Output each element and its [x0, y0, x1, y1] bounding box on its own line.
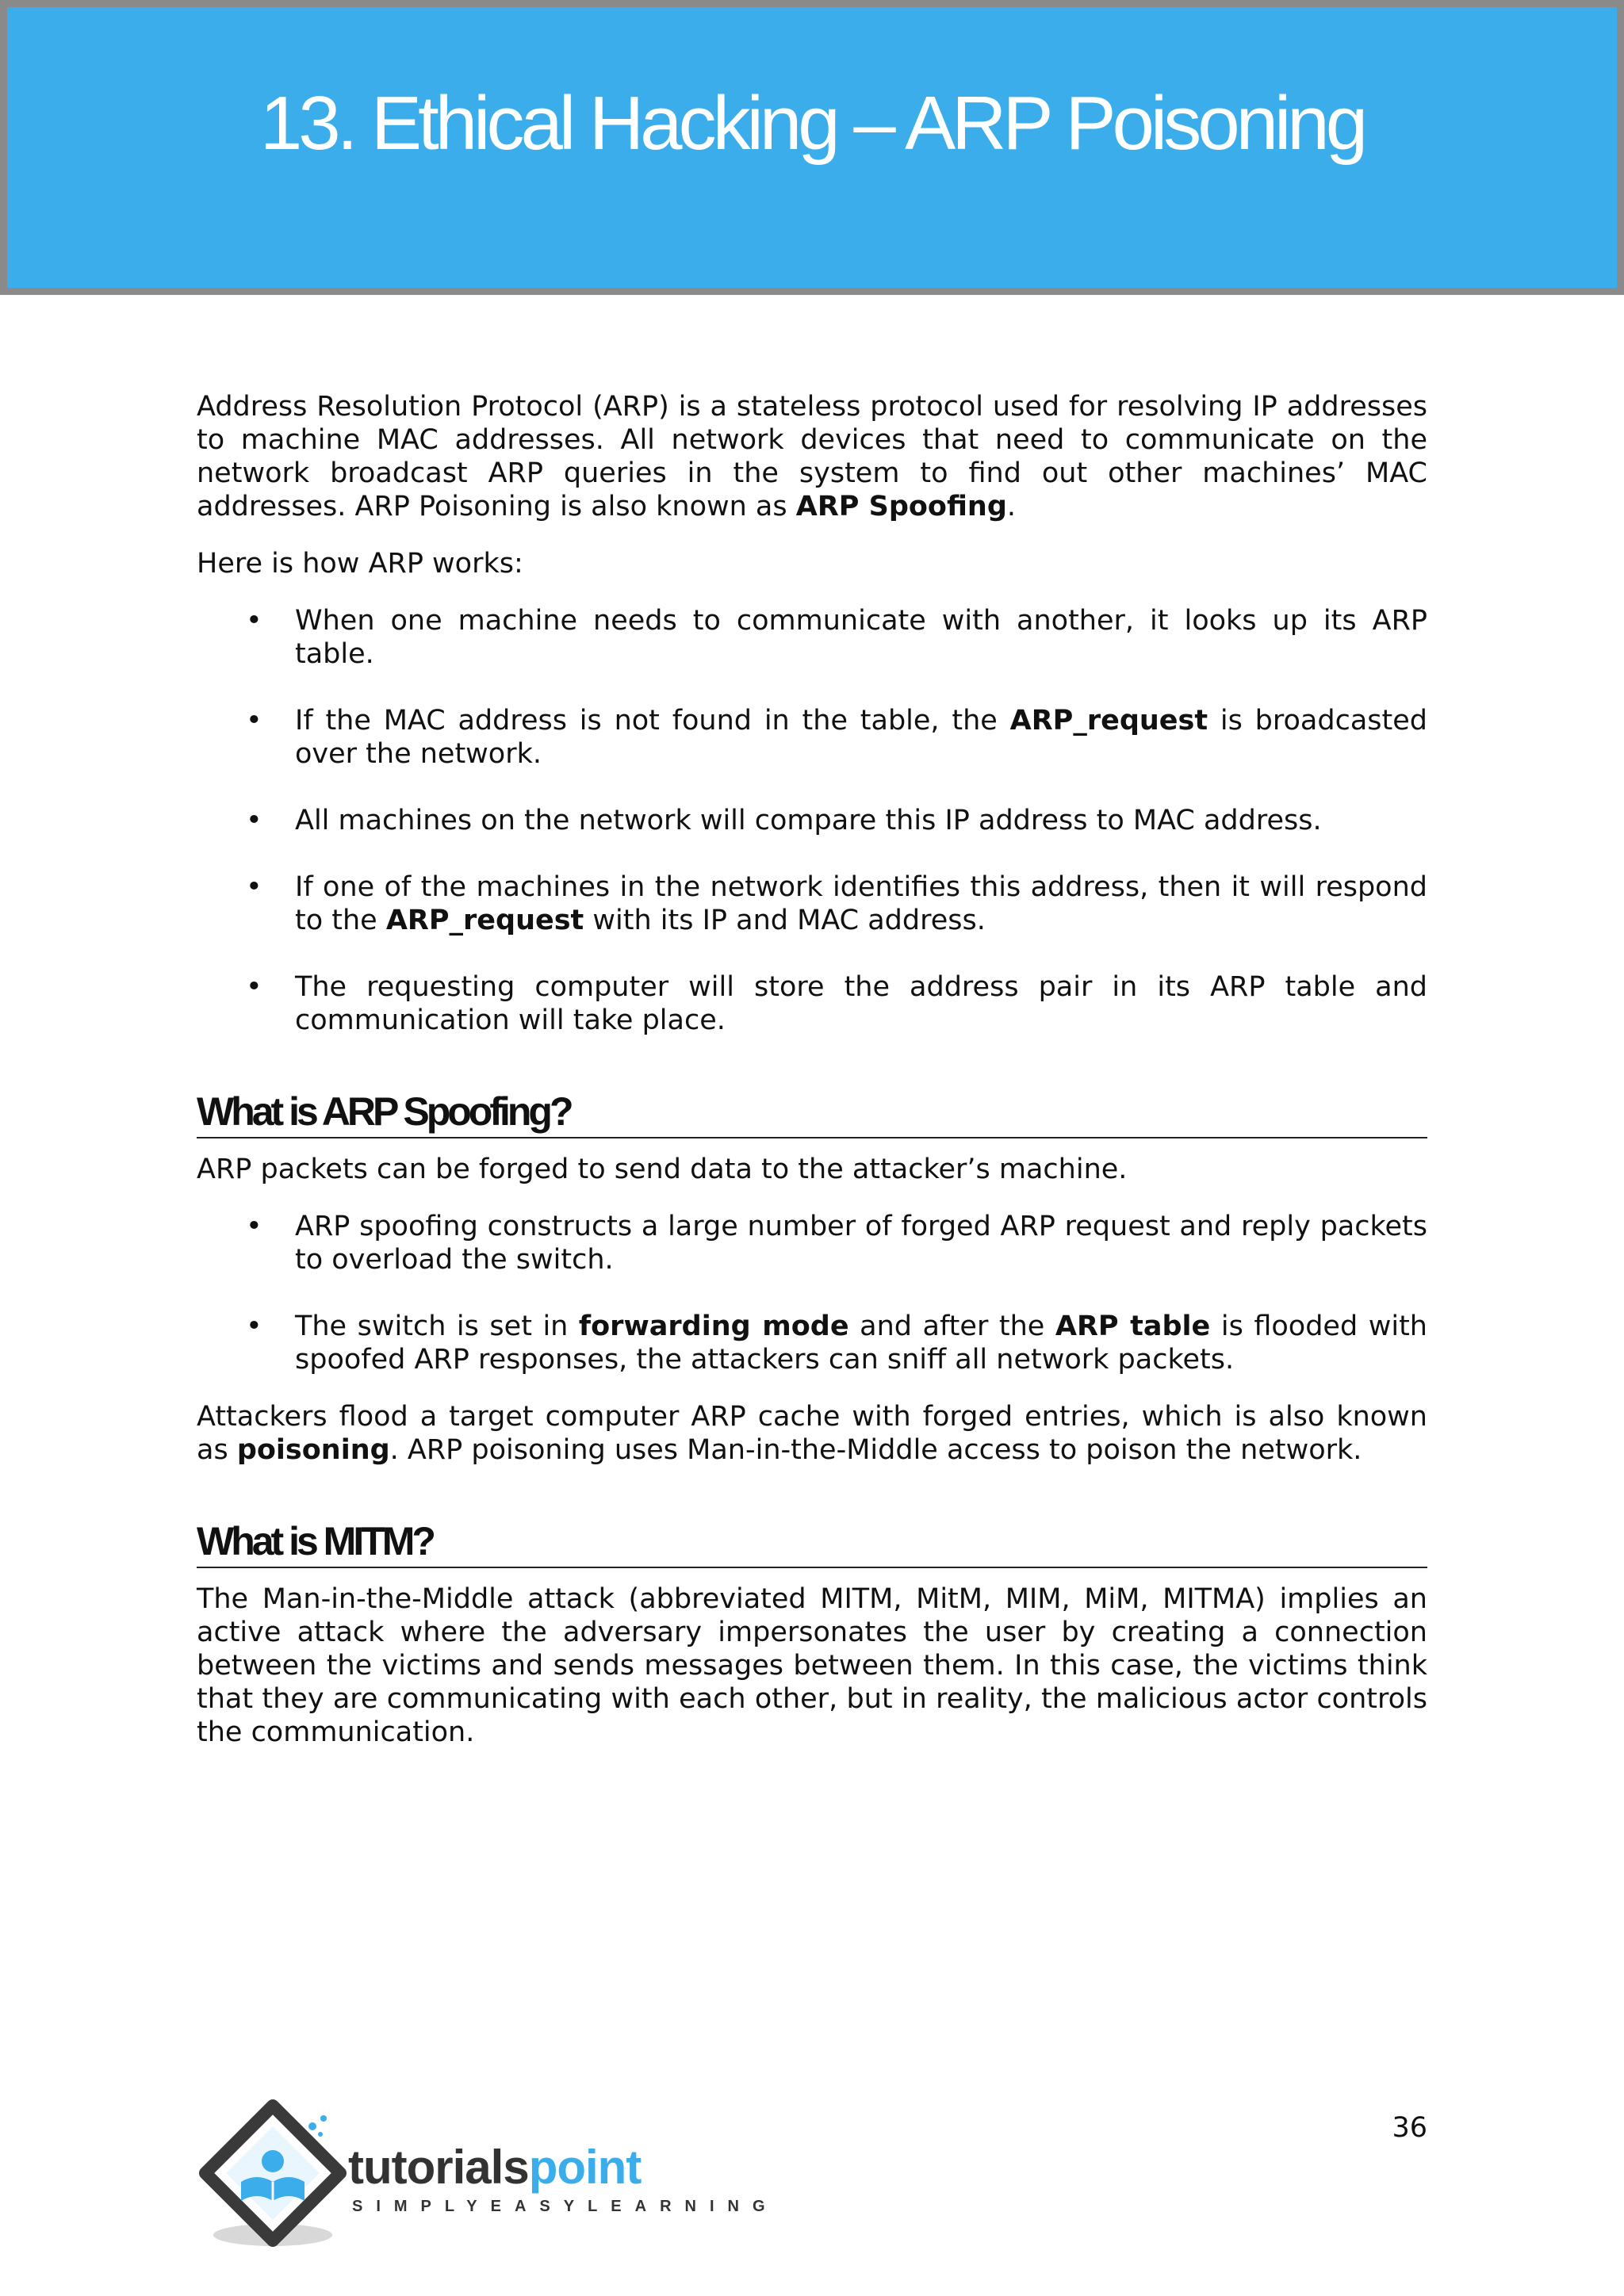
list-item: • The requesting computer will store the address pair in its ARP table and communication will take place.: [246, 971, 1427, 1036]
spoofing-lead: ARP packets can be forged to send data to the attacker’s machine.: [197, 1154, 1128, 1185]
intro-paragraph: Address Resolution Protocol (ARP) is a stateless protocol used for resolving IP addresses to machine MAC addresses. All network devices that need to communicate on the network broadcast ARP queries in the system to find out other machines’ MAC addresses. ARP Poisoning is also known as ARP Spoofing.: [197, 391, 1427, 522]
logo-emblem-icon: [193, 2096, 352, 2255]
page-number: 36: [1392, 2112, 1427, 2144]
list-item: • ARP spoofing constructs a large number of forged ARP request and reply packets to overload the switch.: [246, 1211, 1427, 1276]
tutorialspoint-logo: [193, 2096, 779, 2255]
bullet-icon: •: [246, 971, 262, 1003]
bullet-icon: •: [246, 605, 262, 637]
list-item: • The switch is set in forwarding mode and after the ARP table is flooded with spoofed ARP responses, the attackers can sniff all network packets.: [246, 1311, 1427, 1376]
section-heading-mitm: What is MITM?: [197, 1517, 1427, 1568]
bullet-icon: •: [246, 805, 262, 836]
logo-wordmark: tutorialspoint: [348, 2141, 642, 2194]
page-header-banner: [0, 0, 1624, 295]
bullet-icon: •: [246, 705, 262, 737]
bullet-icon: •: [246, 871, 262, 903]
spoofing-list: [197, 1210, 1427, 1376]
page-content: [197, 390, 1427, 1773]
list-item: • When one machine needs to communicate with another, it looks up its ARP table.: [246, 605, 1427, 670]
poisoning-paragraph: Attackers flood a target computer ARP cache with forged entries, which is also known as poisoning. ARP poisoning uses Man-in-the-Middle access to poison the network.: [197, 1401, 1427, 1466]
list-item: • If the MAC address is not found in the table, the ARP_request is broadcasted over the network.: [246, 705, 1427, 770]
logo-tagline: SIMPLYEASYLEARNING: [352, 2198, 779, 2215]
mitm-paragraph: The Man-in-the-Middle attack (abbreviated MITM, MitM, MIM, MiM, MITMA) implies an active attack where the adversary impersonates the user by creating a connection between the victims and sends messages between them. In this case, the victims think that they are communicating with each other, but in reality, the malicious actor controls the communication.: [197, 1583, 1427, 1748]
page-title: 13. Ethical Hacking – ARP Poisoning: [259, 81, 1365, 166]
how-arp-works-list: [197, 604, 1427, 1037]
bullet-icon: •: [246, 1311, 262, 1342]
how-arp-works-lead: Here is how ARP works:: [197, 548, 523, 580]
bullet-icon: •: [246, 1211, 262, 1242]
section-heading-arp-spoofing: What is ARP Spoofing?: [197, 1088, 1427, 1138]
list-item: • All machines on the network will compare this IP address to MAC address.: [246, 805, 1322, 836]
poisoning-term: poisoning: [236, 1434, 390, 1466]
list-item: • If one of the machines in the network identifies this address, then it will respond to the ARP_request with its IP and MAC address.: [246, 871, 1427, 936]
arp-spoofing-term: ARP Spoofing: [795, 491, 1007, 522]
